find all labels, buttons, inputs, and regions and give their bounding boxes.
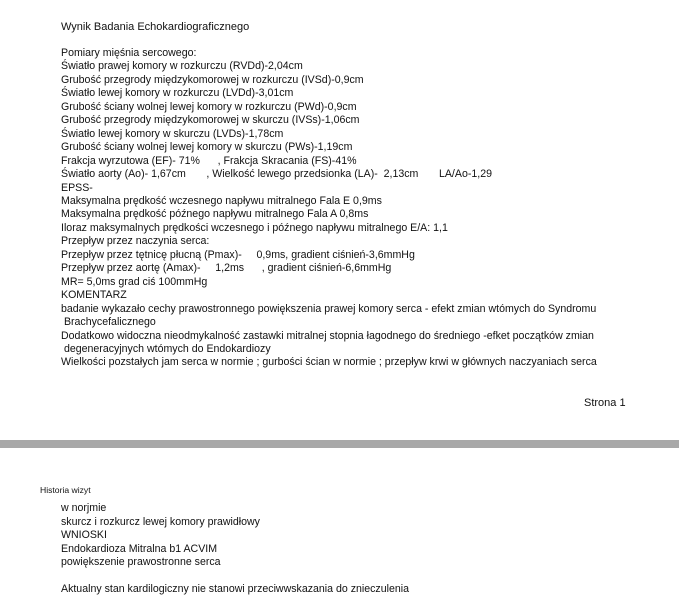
- report-body: [61, 47, 671, 370]
- report-line: WNIOSKI: [61, 529, 107, 541]
- report-line: Dodatkowo widoczna nieodmykalność zastawki mitralnej stopnia łagodnego do średniego -efket początków zmian: [61, 329, 594, 342]
- report-line: Iloraz maksymalnych prędkości wczesnego i późnego napływu mitralnego E/A: 1,1: [61, 221, 448, 234]
- report-line: degeneracyjnych wtómych do Endokardiozy: [61, 342, 271, 355]
- report-line: Frakcja wyrzutowa (EF)- 71% , Frakcja Skracania (FS)-41%: [61, 154, 357, 167]
- report-line: Grubość przegrody międzykomorowej w skurczu (IVSs)-1,06cm: [61, 114, 360, 127]
- report-line: MR= 5,0ms grad ciś 100mmHg: [61, 275, 208, 288]
- report-line: Aktualny stan kardilogiczny nie stanowi przeciwwskazania do znieczulenia: [61, 583, 410, 595]
- report-line: Światło prawej komory w rozkurczu (RVDd)-2,04cm: [61, 60, 303, 73]
- report-line: powiększenie prawostronne serca: [61, 556, 221, 568]
- report-line: Przepływ przez aortę (Amax)- 1,2ms , gradient ciśnień-6,6mmHg: [61, 262, 392, 275]
- report-line: Grubość ściany wolnej lewej komory w skurczu (PWs)-1,19cm: [61, 141, 353, 154]
- report-line: Przepływ przez naczynia serca:: [61, 235, 210, 248]
- report-line: w norjmie: [61, 502, 107, 514]
- blank-line: [61, 570, 661, 584]
- report-line: Pomiary mięśnia sercowego:: [61, 47, 197, 59]
- page-separator: [0, 440, 679, 448]
- report-line: Maksymalna prędkość wczesnego napływu mitralnego Fala E 0,9ms: [61, 194, 382, 207]
- report-line: Wielkości pozstałych jam serca w normie ; gurbości ścian w normie ; przepływ krwi w głównych naczyaniach serca: [61, 356, 597, 369]
- report-line: Światło lewej komory w skurczu (LVDs)-1,78cm: [61, 127, 284, 140]
- report-line: Grubość przegrody międzykomorowej w rozkurczu (IVSd)-0,9cm: [61, 73, 364, 86]
- report-line: Światło aorty (Ao)- 1,67cm , Wielkość lewego przedsionka (LA)- 2,13cm LA/Ao-1,29: [61, 168, 492, 181]
- page-number: Strona 1: [584, 397, 626, 409]
- report-line: skurcz i rozkurcz lewej komory prawidłowy: [61, 515, 260, 528]
- report-line: Światło lewej komory w rozkurczu (LVDd)-3,01cm: [61, 87, 294, 100]
- section-header: Historia wizyt: [40, 485, 91, 495]
- report-line: Przepływ przez tętnicę płucną (Pmax)- 0,9ms, gradient ciśnień-3,6mmHg: [61, 248, 415, 261]
- report-body-continued: [61, 502, 661, 597]
- report-line: Endokardioza Mitralna b1 ACVIM: [61, 542, 218, 555]
- report-line: Brachycefalicznego: [61, 316, 156, 329]
- report-line: Maksymalna prędkość późnego napływu mitralnego Fala A 0,8ms: [61, 208, 369, 221]
- report-line: Grubość ściany wolnej lewej komory w rozkurczu (PWd)-0,9cm: [61, 100, 357, 113]
- report-title: Wynik Badania Echokardiograficznego: [61, 21, 250, 33]
- report-line: EPSS-: [61, 181, 93, 194]
- report-line: badanie wykazało cechy prawostronnego powiększenia prawej komory serca - efekt zmian wtómych do Syndromu: [61, 302, 597, 315]
- report-line: KOMENTARZ: [61, 289, 127, 302]
- report-page-2: [0, 448, 679, 599]
